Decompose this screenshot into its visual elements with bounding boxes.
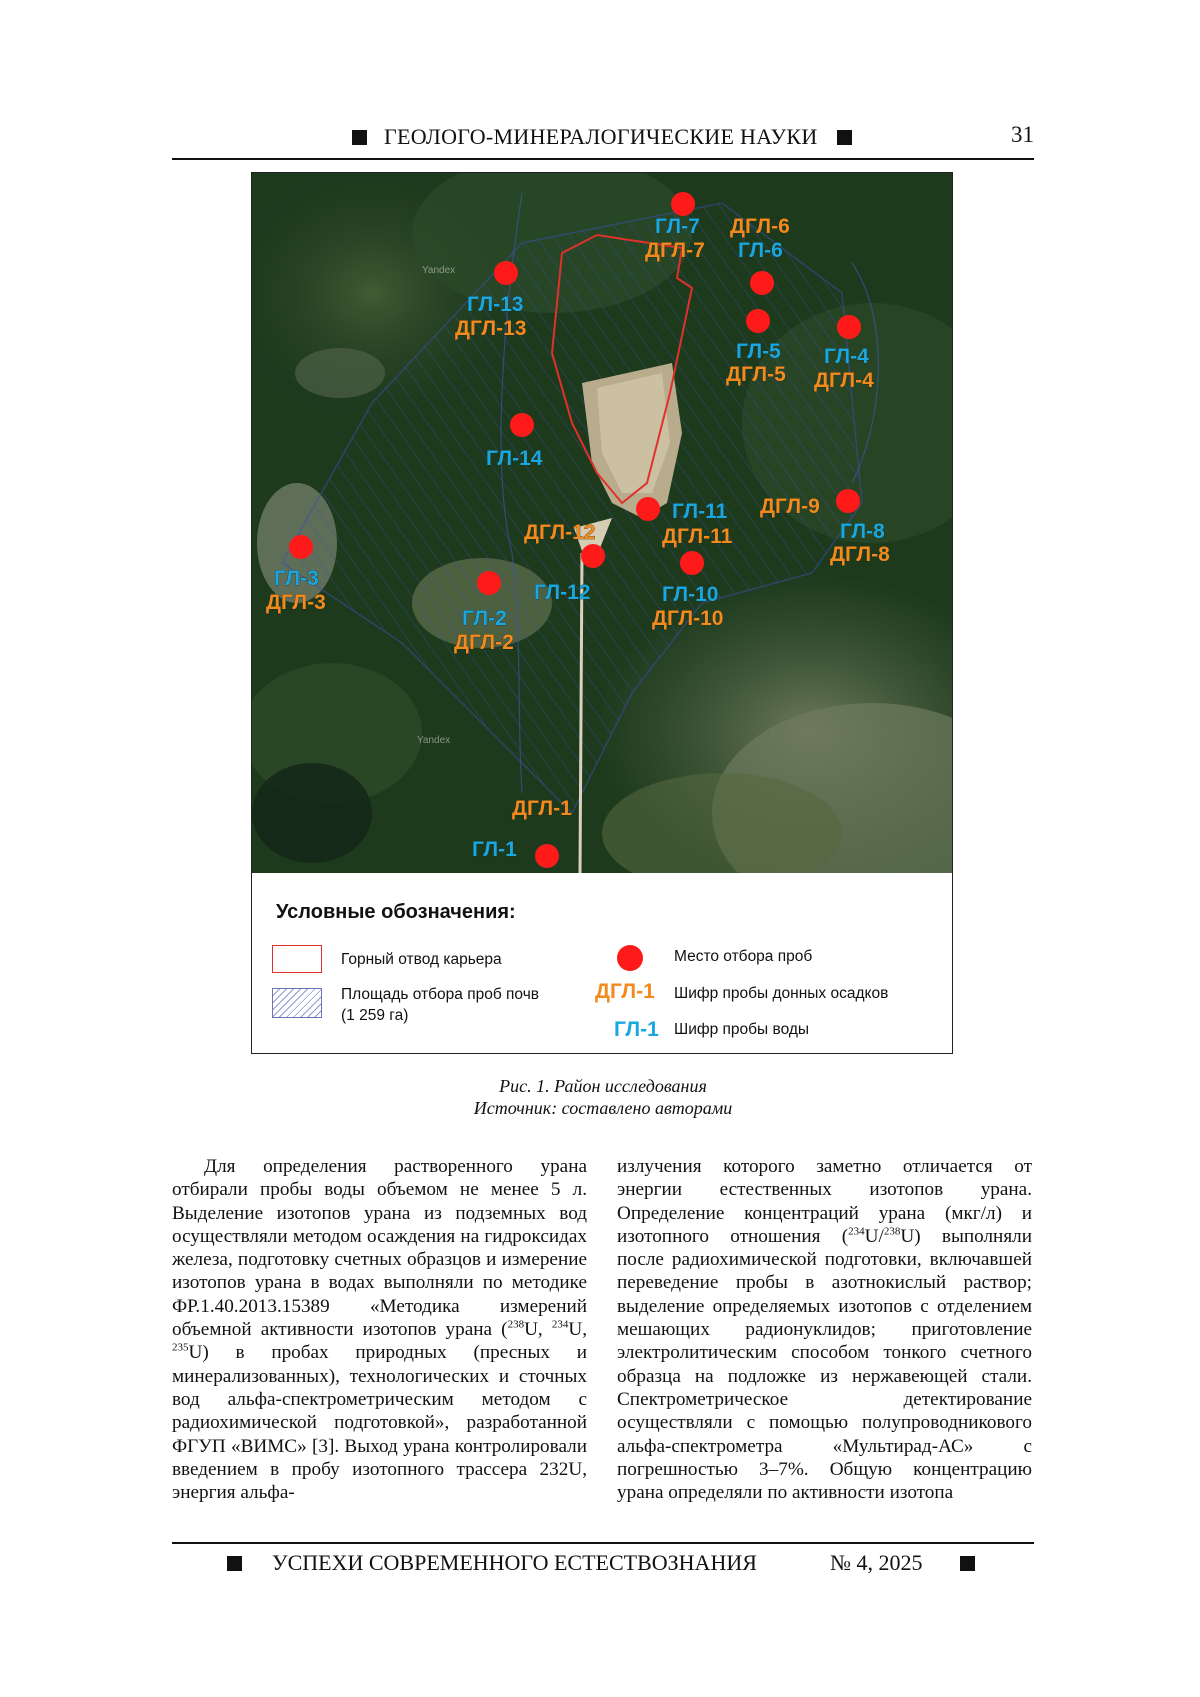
sampling-point-gl-1 bbox=[535, 844, 559, 868]
label-gl-13: ГЛ-13 bbox=[467, 293, 524, 316]
footer-square-icon bbox=[227, 1556, 242, 1571]
label-gl-4: ГЛ-4 bbox=[824, 345, 869, 368]
sampling-point-gl-6 bbox=[750, 271, 774, 295]
legend-water-text: Шифр пробы воды bbox=[674, 1021, 810, 1038]
figure-study-area bbox=[251, 172, 953, 1054]
sampling-point-icon bbox=[617, 945, 643, 971]
legend-area-text-2: (1 259 га) bbox=[341, 1007, 409, 1024]
label-dgl-5: ДГЛ-5 bbox=[726, 363, 786, 386]
label-gl-2: ГЛ-2 bbox=[462, 607, 507, 630]
sampling-point-gl-13 bbox=[494, 261, 518, 285]
label-dgl-13: ДГЛ-13 bbox=[455, 317, 527, 340]
section-title: ГЕОЛОГО-МИНЕРАЛОГИЧЕСКИЕ НАУКИ bbox=[384, 124, 818, 149]
sampling-point-gl-2 bbox=[477, 571, 501, 595]
sampling-point-gl-14 bbox=[510, 413, 534, 437]
journal-name: УСПЕХИ СОВРЕМЕННОГО ЕСТЕСТВОЗНАНИЯ bbox=[272, 1550, 757, 1575]
legend-sediment-code: ДГЛ-1 bbox=[595, 980, 655, 1003]
figure-caption: Рис. 1. Район исследования bbox=[499, 1076, 707, 1096]
sampling-point-gl-8 bbox=[836, 489, 860, 513]
figure-source: Источник: составлено авторами bbox=[473, 1098, 733, 1118]
label-gl-11: ГЛ-11 bbox=[672, 500, 728, 523]
label-dgl-11: ДГЛ-11 bbox=[662, 525, 733, 548]
satellite-map bbox=[252, 173, 952, 873]
legend-quarry-text: Горный отвод карьера bbox=[341, 951, 502, 968]
footer-square-icon bbox=[960, 1556, 975, 1571]
body-column-right: излучения которого заметно отличается от энергии естественных изотопов урана. Определение концентраций урана (мкг/л) и изотопного отношения ($^{234}$U/$^{238}$U) выполняли после радиохимической подготовки, включавшей переведение пробы в азотнокислый раствор; выделение определяемых изотопов с отделением мешающих радионуклидов; приготовление электролитическим способом тонкого счетного образца на подложке из нержавеющей стали. Спектрометрическое детектирование осуществляли с помощью полупроводникового альфа-спектрометра «Мультирад-АС» с погрешностью 3–7%. Общую концентрацию урана определяли по активности изотопа bbox=[617, 1156, 1032, 1504]
label-gl-10: ГЛ-10 bbox=[662, 583, 719, 606]
label-dgl-2: ДГЛ-2 bbox=[454, 631, 514, 654]
label-dgl-8: ДГЛ-8 bbox=[830, 543, 890, 566]
sampling-point-gl-5 bbox=[746, 309, 770, 333]
label-dgl-10: ДГЛ-10 bbox=[652, 607, 724, 630]
label-gl-5: ГЛ-5 bbox=[736, 340, 781, 363]
issue-number: № 4, 2025 bbox=[830, 1550, 923, 1575]
label-gl-14: ГЛ-14 bbox=[486, 447, 543, 470]
soil-area-swatch bbox=[272, 988, 322, 1018]
label-dgl-12: ДГЛ-12 bbox=[524, 521, 596, 544]
quarry-boundary-swatch bbox=[272, 945, 322, 973]
map-watermark: Yandex bbox=[422, 265, 456, 276]
label-dgl-4: ДГЛ-4 bbox=[814, 369, 874, 392]
legend-sediment-text: Шифр пробы донных осадков bbox=[674, 985, 889, 1002]
body-column-left: Для определения растворенного урана отбирали пробы воды объемом не менее 5 л. Выделение изотопов урана из подземных вод осуществляли методом осаждения на гидроксидах железа, подготовку счетных образцов и измерение изотопов урана в водах выполняли по методике ФР.1.40.2013.15389 «Методика измерений объемной активности изотопов урана ($^{238}$U, $^{234}$U, $^{235}$U) в пробах природных (пресных и минерализованных), технологических и сточных вод альфа-спектрометрическим методом с радиохимической подготовкой», разработанной ФГУП «ВИМС» [3]. Выход урана контролировали введением в пробу изотопного трассера 232U, энергия альфа- bbox=[172, 1156, 588, 1504]
sampling-point-gl-11 bbox=[636, 497, 660, 521]
map-watermark: Yandex bbox=[417, 735, 451, 746]
running-footer bbox=[172, 1542, 1034, 1584]
sampling-point-gl-4 bbox=[837, 315, 861, 339]
label-dgl-7: ДГЛ-7 bbox=[645, 239, 705, 262]
running-header bbox=[172, 118, 1034, 160]
page-number: 31 bbox=[1011, 122, 1034, 147]
legend-point-text: Место отбора проб bbox=[674, 948, 813, 965]
sampling-point-gl-10 bbox=[680, 551, 704, 575]
legend-water-code: ГЛ-1 bbox=[614, 1018, 659, 1041]
label-gl-7: ГЛ-7 bbox=[655, 215, 700, 238]
sampling-point-gl-3 bbox=[289, 535, 313, 559]
label-dgl-9: ДГЛ-9 bbox=[760, 495, 820, 518]
sampling-point-gl-12 bbox=[581, 544, 605, 568]
label-dgl-3: ДГЛ-3 bbox=[266, 591, 326, 614]
label-gl-6: ГЛ-6 bbox=[738, 239, 783, 262]
label-dgl-1: ДГЛ-1 bbox=[512, 797, 572, 820]
legend-area-text-1: Площадь отбора проб почв bbox=[341, 986, 540, 1003]
label-gl-1: ГЛ-1 bbox=[472, 838, 517, 861]
header-square-icon bbox=[352, 130, 367, 145]
label-dgl-6: ДГЛ-6 bbox=[730, 215, 790, 238]
label-gl-12: ГЛ-12 bbox=[534, 581, 591, 604]
header-square-icon bbox=[837, 130, 852, 145]
legend-title: Условные обозначения: bbox=[276, 901, 516, 923]
sampling-point-gl-7 bbox=[671, 192, 695, 216]
label-gl-3: ГЛ-3 bbox=[274, 567, 319, 590]
map-legend bbox=[252, 873, 952, 1053]
label-gl-8: ГЛ-8 bbox=[840, 520, 885, 543]
